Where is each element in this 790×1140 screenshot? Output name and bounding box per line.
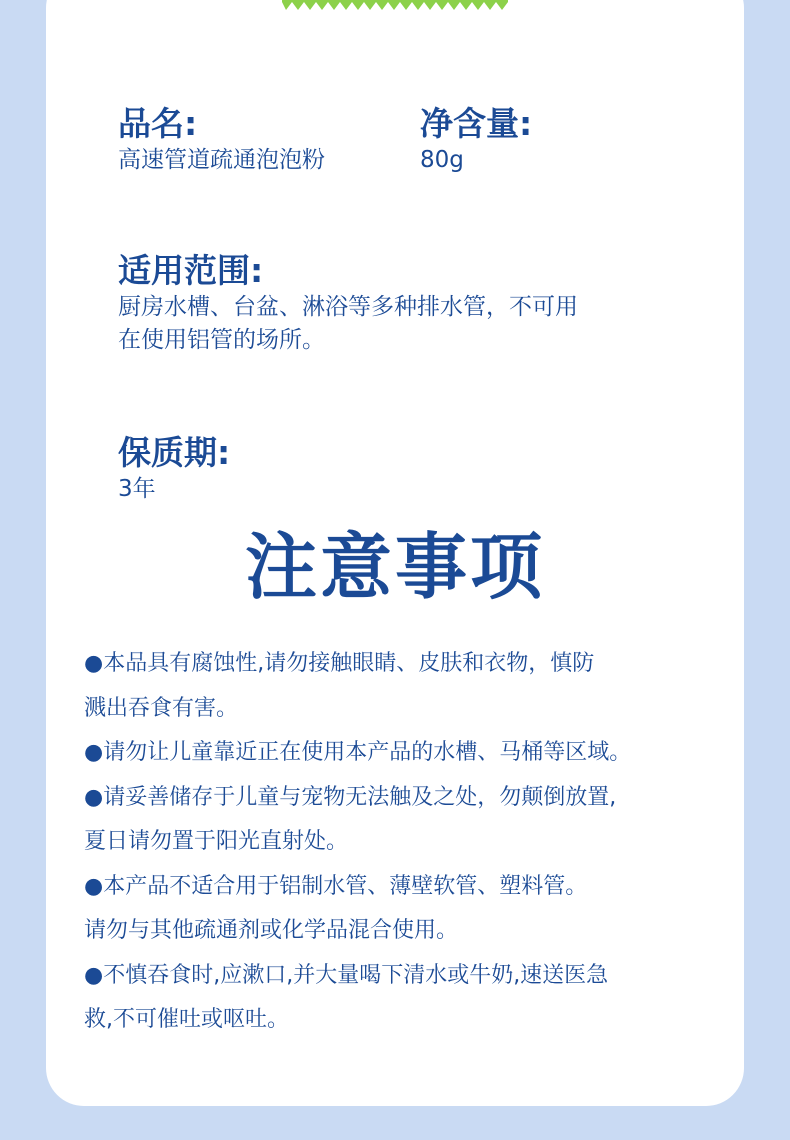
scope-line-1: 厨房水槽、台盆、淋浴等多种排水管，不可用 (118, 294, 578, 320)
shelf-life-label: 保质期: (118, 433, 231, 472)
precaution-text: 夏日请勿置于阳光直射处。 (84, 829, 349, 854)
precaution-text: 溅出吞食有害。 (84, 695, 239, 721)
precaution-item (84, 865, 744, 954)
zigzag-border-decoration (282, 0, 508, 10)
precaution-item (84, 954, 744, 1043)
bullet-icon: ● (84, 651, 104, 676)
precaution-item (84, 642, 744, 731)
precaution-text: 请勿与其他疏通剂或化学品混合使用。 (84, 918, 459, 943)
precaution-text: 本产品不适合用于铝制水管、薄壁软管、塑料管。 (103, 873, 588, 899)
bullet-icon: ● (84, 962, 104, 988)
product-name-value: 高速管道疏通泡泡粉 (118, 147, 325, 173)
product-name-section (118, 104, 325, 177)
precaution-item (84, 731, 744, 776)
scope-label: 适用范围: (118, 251, 264, 290)
precaution-text: 本品具有腐蚀性,请勿接触眼睛、皮肤和衣物，慎防 (103, 651, 595, 676)
net-content-value: 80g (420, 147, 464, 173)
precaution-text: 请妥善储存于儿童与宠物无法触及之处，勿颠倒放置, (103, 784, 617, 810)
precaution-item (84, 776, 744, 865)
product-name-label: 品名: (118, 104, 198, 143)
net-content-label: 净含量: (420, 104, 533, 143)
precaution-text: 不慎吞食时,应漱口,并大量喝下清水或牛奶,速送医急 (103, 962, 609, 988)
shelf-life-value: 3年 (118, 476, 156, 502)
scope-line-2: 在使用铝管的场所。 (118, 327, 325, 353)
precautions-list (84, 642, 744, 1043)
net-content-section (420, 104, 532, 177)
scope-section (118, 251, 578, 357)
bullet-icon: ● (84, 873, 104, 899)
precaution-text: 请勿让儿童靠近正在使用本产品的水槽、马桶等区域。 (103, 740, 632, 765)
precaution-text: 救,不可催吐或呕吐。 (84, 1007, 289, 1032)
precautions-title: 注意事项 (244, 525, 545, 609)
bullet-icon: ● (84, 740, 104, 765)
bullet-icon: ● (84, 784, 104, 810)
shelf-life-section (118, 433, 230, 506)
